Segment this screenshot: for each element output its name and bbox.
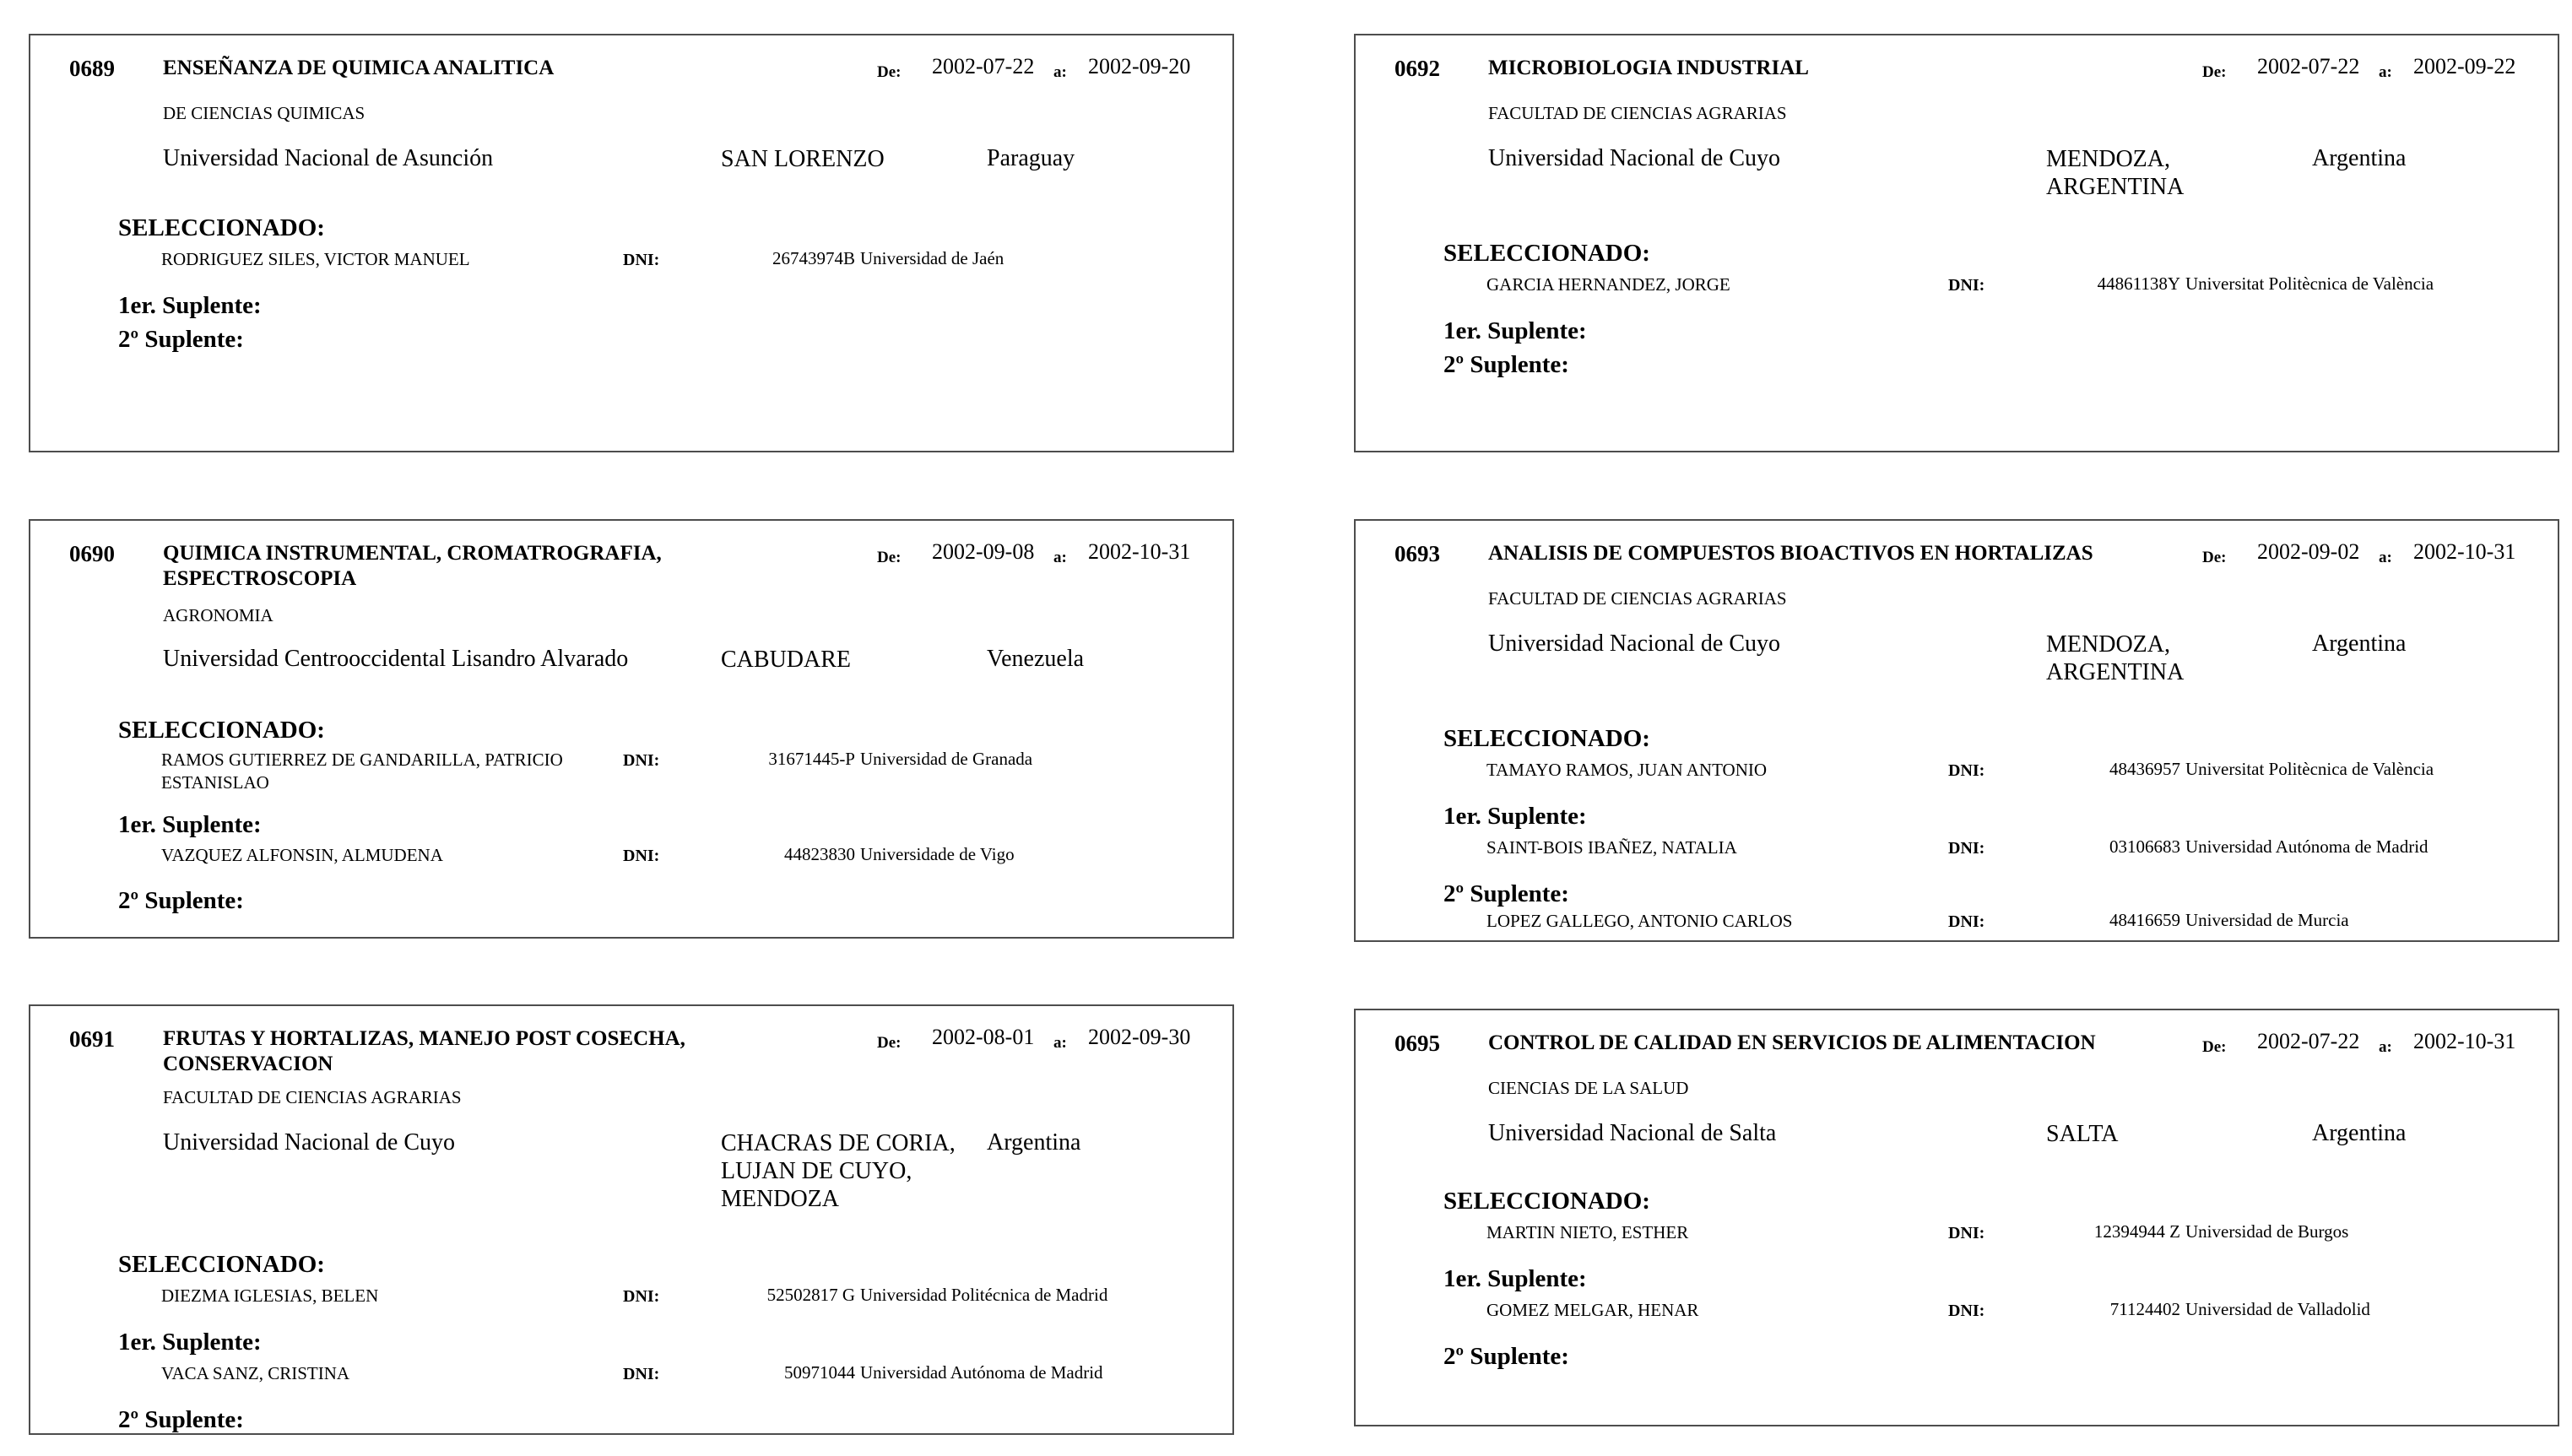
selected-university: Universidad Politécnica de Madrid (860, 1285, 1108, 1305)
dni-label: DNI: (1948, 276, 1985, 295)
dni-label: DNI: (1948, 839, 1985, 858)
date-from: 2002-07-22 (2257, 1029, 2360, 1053)
department: AGRONOMIA (163, 605, 273, 625)
program-card-0689 (29, 34, 1234, 452)
sup1-heading: 1er. Suplente: (118, 1329, 262, 1356)
date-from: 2002-07-22 (2257, 54, 2360, 78)
host-university: Universidad Centrooccidental Lisandro Alvarado (163, 646, 629, 672)
program-title: QUIMICA INSTRUMENTAL, CROMATROGRAFIA, ESPECTROSCOPIA (163, 542, 662, 590)
program-card-0692 (1354, 34, 2559, 452)
date-to-label: a: (1053, 549, 1067, 566)
host-university: Universidad Nacional de Salta (1488, 1120, 1777, 1146)
sup1-id: 71124402 (2109, 1299, 2180, 1319)
selected-heading: SELECCIONADO: (1443, 1188, 1650, 1215)
sup1-university: Universidad Autónoma de Madrid (860, 1362, 1103, 1383)
city: MENDOZA, ARGENTINA (2046, 146, 2185, 200)
program-code: 0689 (69, 56, 115, 81)
date-to: 2002-10-31 (2413, 539, 2516, 564)
selected-name: MARTIN NIETO, ESTHER (1486, 1222, 1689, 1242)
sup1-heading: 1er. Suplente: (1443, 317, 1587, 344)
sup2-heading: 2º Suplente: (1443, 1343, 1569, 1370)
country: Argentina (2312, 1120, 2407, 1146)
host-university: Universidad Nacional de Cuyo (163, 1129, 456, 1156)
program-title: CONTROL DE CALIDAD EN SERVICIOS DE ALIMENTACION (1488, 1031, 2096, 1054)
sup2-university: Universidad de Murcia (2185, 910, 2349, 930)
sup2-name: LOPEZ GALLEGO, ANTONIO CARLOS (1486, 911, 1793, 931)
sup2-id: 48416659 (2109, 910, 2180, 930)
program-title: ENSEÑANZA DE QUIMICA ANALITICA (163, 57, 555, 79)
date-to: 2002-09-22 (2413, 54, 2516, 78)
sup1-id: 50971044 (784, 1362, 855, 1383)
city: CHACRAS DE CORIA, LUJAN DE CUYO, MENDOZA (721, 1130, 956, 1212)
sup1-id: 03106683 (2109, 836, 2180, 857)
date-from: 2002-09-08 (932, 539, 1035, 564)
selected-name: DIEZMA IGLESIAS, BELEN (161, 1286, 379, 1306)
department: FACULTAD DE CIENCIAS AGRARIAS (1488, 103, 1787, 123)
date-from-label: De: (2202, 549, 2227, 566)
country: Argentina (987, 1129, 1081, 1156)
sup2-heading: 2º Suplente: (1443, 351, 1569, 378)
sup2-heading: 2º Suplente: (118, 326, 244, 353)
program-code: 0693 (1394, 541, 1440, 566)
selected-heading: SELECCIONADO: (118, 717, 325, 744)
date-to: 2002-09-30 (1088, 1025, 1191, 1049)
program-title: MICROBIOLOGIA INDUSTRIAL (1488, 57, 1809, 79)
selected-university: Universidad de Granada (860, 749, 1033, 769)
selected-id: 44861138Y (2097, 273, 2180, 294)
selected-id: 48436957 (2109, 759, 2180, 779)
date-to-label: a: (2379, 549, 2392, 566)
selected-university: Universidad de Burgos (2185, 1221, 2349, 1242)
selected-heading: SELECCIONADO: (118, 1251, 325, 1278)
program-code: 0691 (69, 1026, 115, 1052)
selected-id: 31671445-P (768, 749, 855, 769)
country: Paraguay (987, 145, 1075, 171)
selected-name: RAMOS GUTIERREZ DE GANDARILLA, PATRICIO ESTANISLAO (161, 750, 563, 793)
selected-university: Universitat Politècnica de València (2185, 273, 2434, 294)
date-from: 2002-09-02 (2257, 539, 2360, 564)
selected-name: RODRIGUEZ SILES, VICTOR MANUEL (161, 249, 470, 269)
department: CIENCIAS DE LA SALUD (1488, 1078, 1689, 1098)
city: CABUDARE (721, 647, 852, 673)
date-from-label: De: (877, 63, 902, 81)
dni-label: DNI: (1948, 761, 1985, 780)
city: SALTA (2046, 1121, 2119, 1147)
department: FACULTAD DE CIENCIAS AGRARIAS (163, 1087, 462, 1107)
city: SAN LORENZO (721, 146, 885, 172)
city: MENDOZA, ARGENTINA (2046, 631, 2185, 685)
date-to-label: a: (1053, 63, 1067, 81)
date-from: 2002-07-22 (932, 54, 1035, 78)
department: FACULTAD DE CIENCIAS AGRARIAS (1488, 588, 1787, 609)
sup1-name: GOMEZ MELGAR, HENAR (1486, 1300, 1699, 1320)
dni-label: DNI: (1948, 1302, 1985, 1320)
date-from-label: De: (2202, 63, 2227, 81)
sup1-id: 44823830 (784, 844, 855, 864)
program-code: 0690 (69, 541, 115, 566)
date-to-label: a: (1053, 1034, 1067, 1052)
selected-heading: SELECCIONADO: (118, 214, 325, 241)
date-from-label: De: (877, 1034, 902, 1052)
country: Venezuela (987, 646, 1085, 672)
sup1-name: SAINT-BOIS IBAÑEZ, NATALIA (1486, 837, 1737, 858)
sup1-heading: 1er. Suplente: (118, 292, 262, 319)
selected-id: 26743974B (772, 248, 855, 268)
program-title: ANALISIS DE COMPUESTOS BIOACTIVOS EN HORTALIZAS (1488, 542, 2093, 565)
program-title: FRUTAS Y HORTALIZAS, MANEJO POST COSECHA, CONSERVACION (163, 1027, 685, 1075)
selected-name: GARCIA HERNANDEZ, JORGE (1486, 274, 1730, 295)
dni-label: DNI: (1948, 912, 1985, 931)
host-university: Universidad Nacional de Cuyo (1488, 631, 1781, 657)
selected-university: Universidad de Jaén (860, 248, 1004, 268)
dni-label: DNI: (623, 1365, 660, 1383)
selected-university: Universitat Politècnica de València (2185, 759, 2434, 779)
date-to: 2002-10-31 (2413, 1029, 2516, 1053)
date-from-label: De: (877, 549, 902, 566)
sup1-name: VAZQUEZ ALFONSIN, ALMUDENA (161, 845, 443, 865)
country: Argentina (2312, 631, 2407, 657)
sup2-heading: 2º Suplente: (118, 1406, 244, 1433)
dni-label: DNI: (623, 847, 660, 865)
selected-id: 12394944 Z (2093, 1221, 2180, 1242)
program-code: 0692 (1394, 56, 1440, 81)
sup1-university: Universidad Autónoma de Madrid (2185, 836, 2429, 857)
host-university: Universidad Nacional de Cuyo (1488, 145, 1781, 171)
program-card-0693 (1354, 519, 2559, 942)
sup2-heading: 2º Suplente: (118, 887, 244, 914)
program-card-0690 (29, 519, 1234, 939)
program-code: 0695 (1394, 1031, 1440, 1056)
sup2-heading: 2º Suplente: (1443, 880, 1569, 907)
host-university: Universidad Nacional de Asunción (163, 145, 494, 171)
date-from-label: De: (2202, 1038, 2227, 1056)
selected-name: TAMAYO RAMOS, JUAN ANTONIO (1486, 760, 1768, 780)
department: DE CIENCIAS QUIMICAS (163, 103, 365, 123)
date-to: 2002-09-20 (1088, 54, 1191, 78)
date-to-label: a: (2379, 63, 2392, 81)
date-from: 2002-08-01 (932, 1025, 1035, 1049)
selected-heading: SELECCIONADO: (1443, 240, 1650, 267)
selected-heading: SELECCIONADO: (1443, 725, 1650, 752)
date-to: 2002-10-31 (1088, 539, 1191, 564)
sup1-heading: 1er. Suplente: (1443, 803, 1587, 830)
dni-label: DNI: (623, 1287, 660, 1306)
dni-label: DNI: (623, 251, 660, 269)
date-to-label: a: (2379, 1038, 2392, 1056)
sup1-heading: 1er. Suplente: (118, 811, 262, 838)
selected-id: 52502817 G (766, 1285, 855, 1305)
country: Argentina (2312, 145, 2407, 171)
dni-label: DNI: (623, 751, 660, 770)
sup1-university: Universidade de Vigo (860, 844, 1015, 864)
program-card-0691 (29, 1004, 1234, 1435)
dni-label: DNI: (1948, 1224, 1985, 1242)
sup1-name: VACA SANZ, CRISTINA (161, 1363, 350, 1383)
program-card-0695 (1354, 1009, 2559, 1426)
sup1-university: Universidad de Valladolid (2185, 1299, 2370, 1319)
sup1-heading: 1er. Suplente: (1443, 1265, 1587, 1292)
